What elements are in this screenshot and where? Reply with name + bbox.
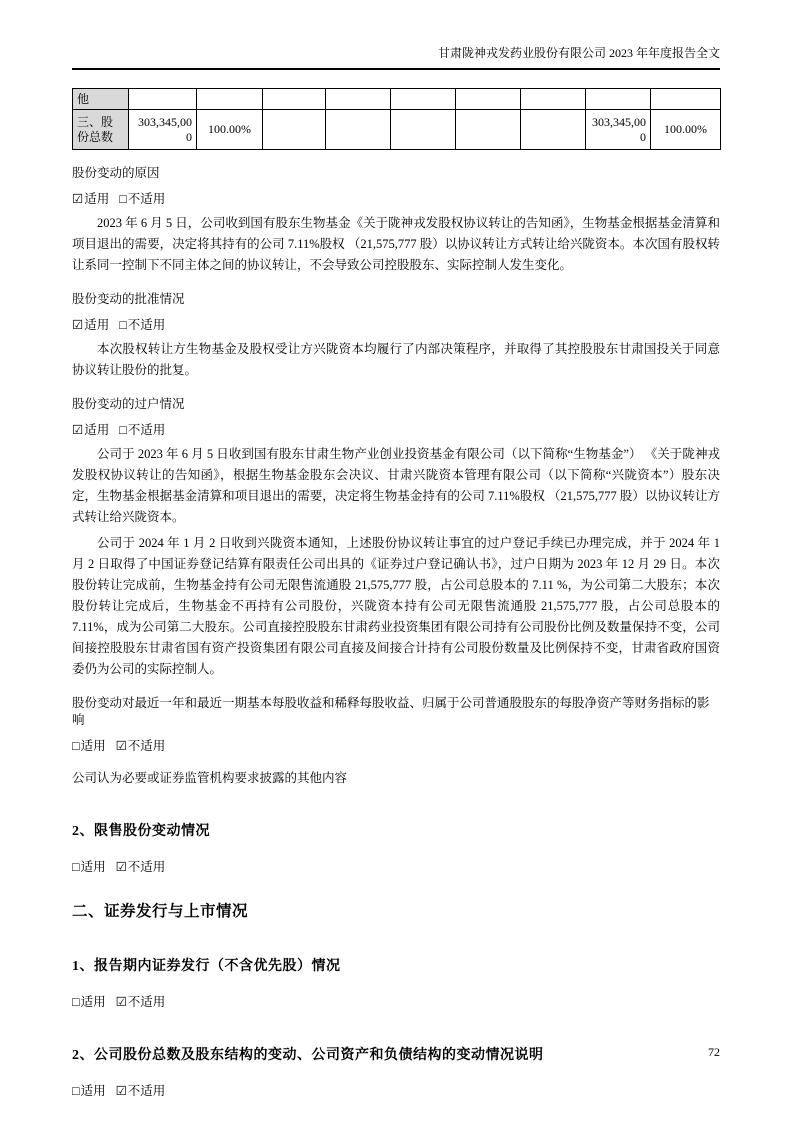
table-cell bbox=[456, 110, 521, 150]
table-cell bbox=[326, 89, 391, 110]
section-label-reason: 股份变动的原因 bbox=[72, 166, 160, 180]
option-not-applicable bbox=[116, 995, 166, 1009]
option-applicable bbox=[72, 1084, 106, 1098]
table-cell-quantity-after: 303,345,000 bbox=[586, 110, 651, 150]
table-cell bbox=[456, 89, 521, 110]
table-cell-percent-before: 100.00% bbox=[197, 110, 263, 150]
checkbox-label: 不适用 bbox=[127, 318, 166, 332]
option-applicable bbox=[72, 739, 106, 753]
checkbox-label: 适用 bbox=[80, 1084, 106, 1098]
table-cell bbox=[586, 89, 651, 110]
table-cell-label: 他 bbox=[73, 89, 129, 110]
checkbox-label: 不适用 bbox=[127, 995, 166, 1009]
table-cell bbox=[263, 110, 326, 150]
checkbox-label: 不适用 bbox=[127, 1084, 166, 1098]
checkbox-checked-icon: ☑ bbox=[115, 1084, 127, 1098]
document-header bbox=[72, 46, 720, 70]
option-not-applicable bbox=[116, 860, 166, 874]
table-cell-quantity-before: 303,345,000 bbox=[129, 110, 197, 150]
table-cell-label: 三、股份总数 bbox=[73, 110, 129, 150]
option-applicable bbox=[72, 860, 106, 874]
option-not-applicable bbox=[119, 192, 165, 206]
table-cell bbox=[197, 89, 263, 110]
checkbox-checked-icon: ☑ bbox=[115, 739, 127, 753]
checkbox-unchecked-icon: □ bbox=[119, 423, 127, 437]
checkbox-unchecked-icon: □ bbox=[72, 1084, 80, 1098]
checkbox-checked-icon: ☑ bbox=[72, 423, 84, 437]
section-label-approval: 股份变动的批准情况 bbox=[72, 292, 185, 306]
table-cell bbox=[263, 89, 326, 110]
table-cell bbox=[391, 110, 456, 150]
table-cell bbox=[391, 89, 456, 110]
table-cell-percent-after: 100.00% bbox=[651, 110, 721, 150]
table-cell bbox=[521, 89, 586, 110]
checkbox-label: 适用 bbox=[84, 192, 110, 206]
checkbox-checked-icon: ☑ bbox=[115, 860, 127, 874]
option-not-applicable bbox=[116, 739, 166, 753]
heading-restricted-shares: 2、限售股份变动情况 bbox=[72, 824, 210, 839]
section-label-other-disclosure: 公司认为必要或证券监管机构要求披露的其他内容 bbox=[72, 771, 348, 785]
checkbox-unchecked-icon: □ bbox=[72, 860, 80, 874]
share-change-table bbox=[72, 88, 721, 150]
table-row bbox=[73, 110, 721, 150]
option-applicable bbox=[72, 995, 106, 1009]
applicability-options-structure bbox=[72, 1083, 720, 1100]
applicability-options-approval bbox=[72, 317, 720, 334]
option-applicable bbox=[72, 318, 109, 332]
checkbox-label: 不适用 bbox=[127, 192, 166, 206]
report-title: 甘肃陇神戎发药业股份有限公司 2023 年年度报告全文 bbox=[437, 46, 720, 60]
checkbox-unchecked-icon: □ bbox=[119, 318, 127, 332]
paragraph-transfer-1: 公司于 2023 年 6 月 5 日收到国有股东甘肃生物产业创业投资基金有限公司（以下简称“生物基金”） 《关于陇神戎发股权协议转让的告知函》，根据生物基金股东会决议、甘肃兴陇资本管理有限公司（以下简称“兴陇资本”）股东决定，生物基金根据基金清算和项目退出的需要，决定将生物基金持有的公司 7.11%股权 （21,575,777 股）以协议转让方式转让给兴陇资本。 bbox=[72, 447, 720, 524]
checkbox-label: 不适用 bbox=[127, 739, 166, 753]
applicability-options-transfer bbox=[72, 422, 720, 439]
page-number: 72 bbox=[708, 1045, 720, 1059]
checkbox-label: 适用 bbox=[80, 995, 106, 1009]
option-applicable bbox=[72, 423, 109, 437]
checkbox-label: 适用 bbox=[80, 739, 106, 753]
table-cell bbox=[521, 110, 586, 150]
option-not-applicable bbox=[116, 1084, 166, 1098]
option-not-applicable bbox=[119, 423, 165, 437]
checkbox-label: 适用 bbox=[84, 318, 110, 332]
table-cell bbox=[651, 89, 721, 110]
section-label-impact: 股份变动对最近一年和最近一期基本每股收益和稀释每股收益、归属于公司普通股股东的每股净资产等财务指标的影响 bbox=[72, 696, 710, 727]
table-row bbox=[73, 89, 721, 110]
checkbox-label: 不适用 bbox=[127, 860, 166, 874]
applicability-options-reason bbox=[72, 191, 720, 208]
option-applicable bbox=[72, 192, 109, 206]
heading-issuance: 1、报告期内证券发行（不含优先股）情况 bbox=[72, 959, 341, 974]
checkbox-checked-icon: ☑ bbox=[72, 192, 84, 206]
checkbox-checked-icon: ☑ bbox=[115, 995, 127, 1009]
applicability-options-restricted bbox=[72, 859, 720, 876]
checkbox-label: 适用 bbox=[84, 423, 110, 437]
section-label-transfer: 股份变动的过户情况 bbox=[72, 397, 185, 411]
table-cell bbox=[129, 89, 197, 110]
applicability-options-impact bbox=[72, 738, 720, 755]
paragraph-reason: 2023 年 6 月 5 日，公司收到国有股东生物基金《关于陇神戎发股权协议转让的告知函》，生物基金根据基金清算和项目退出的需要，决定将其持有的公司 7.11%股权 （21,575,777 股）以协议转让方式转让给兴陇资本。本次国有股权转让系同一控制下不同主体之间的协议转让，不会导致公司控股股东、实际控制人发生变化。 bbox=[72, 216, 720, 272]
checkbox-checked-icon: ☑ bbox=[72, 318, 84, 332]
paragraph-approval: 本次股权转让方生物基金及股权受让方兴陇资本均履行了内部决策程序，并取得了其控股股东甘肃国投关于同意协议转让股份的批复。 bbox=[72, 342, 720, 377]
checkbox-unchecked-icon: □ bbox=[72, 995, 80, 1009]
paragraph-transfer-2: 公司于 2024 年 1 月 2 日收到兴陇资本通知，上述股份协议转让事宜的过户登记手续已办理完成，并于 2024 年 1 月 2 日取得了中国证券登记结算有限责任公司出具的《证券过户登记确认书》，过户日期为 2023 年 12 月 29 日。本次股份转让完成前，生物基金持有公司无限售流通股 21,575,777 股，占公司总股本的 7.11 %，为公司第二大股东；本次股份转让完成后，生物基金不再持有公司股份，兴陇资本持有公司无限售流通股 21,575,777 股，占公司总股本的 7.11%，成为公司第二大股东。公司直接控股股东甘肃药业投资集团有限公司持有公司股份比例及数量保持不变，公司间接控股股东甘肃省国有资产投资集团有限公司直接及间接合计持有公司股份数量及比例保持不变，甘肃省政府国资委仍为公司的实际控制人。 bbox=[72, 536, 720, 676]
checkbox-unchecked-icon: □ bbox=[119, 192, 127, 206]
option-not-applicable bbox=[119, 318, 165, 332]
checkbox-label: 不适用 bbox=[127, 423, 166, 437]
applicability-options-issuance bbox=[72, 994, 720, 1011]
heading-chapter-securities: 二、证券发行与上市情况 bbox=[72, 903, 249, 920]
checkbox-label: 适用 bbox=[80, 860, 106, 874]
heading-structure-change: 2、公司股份总数及股东结构的变动、公司资产和负债结构的变动情况说明 bbox=[72, 1048, 544, 1063]
table-cell bbox=[326, 110, 391, 150]
checkbox-unchecked-icon: □ bbox=[72, 739, 80, 753]
